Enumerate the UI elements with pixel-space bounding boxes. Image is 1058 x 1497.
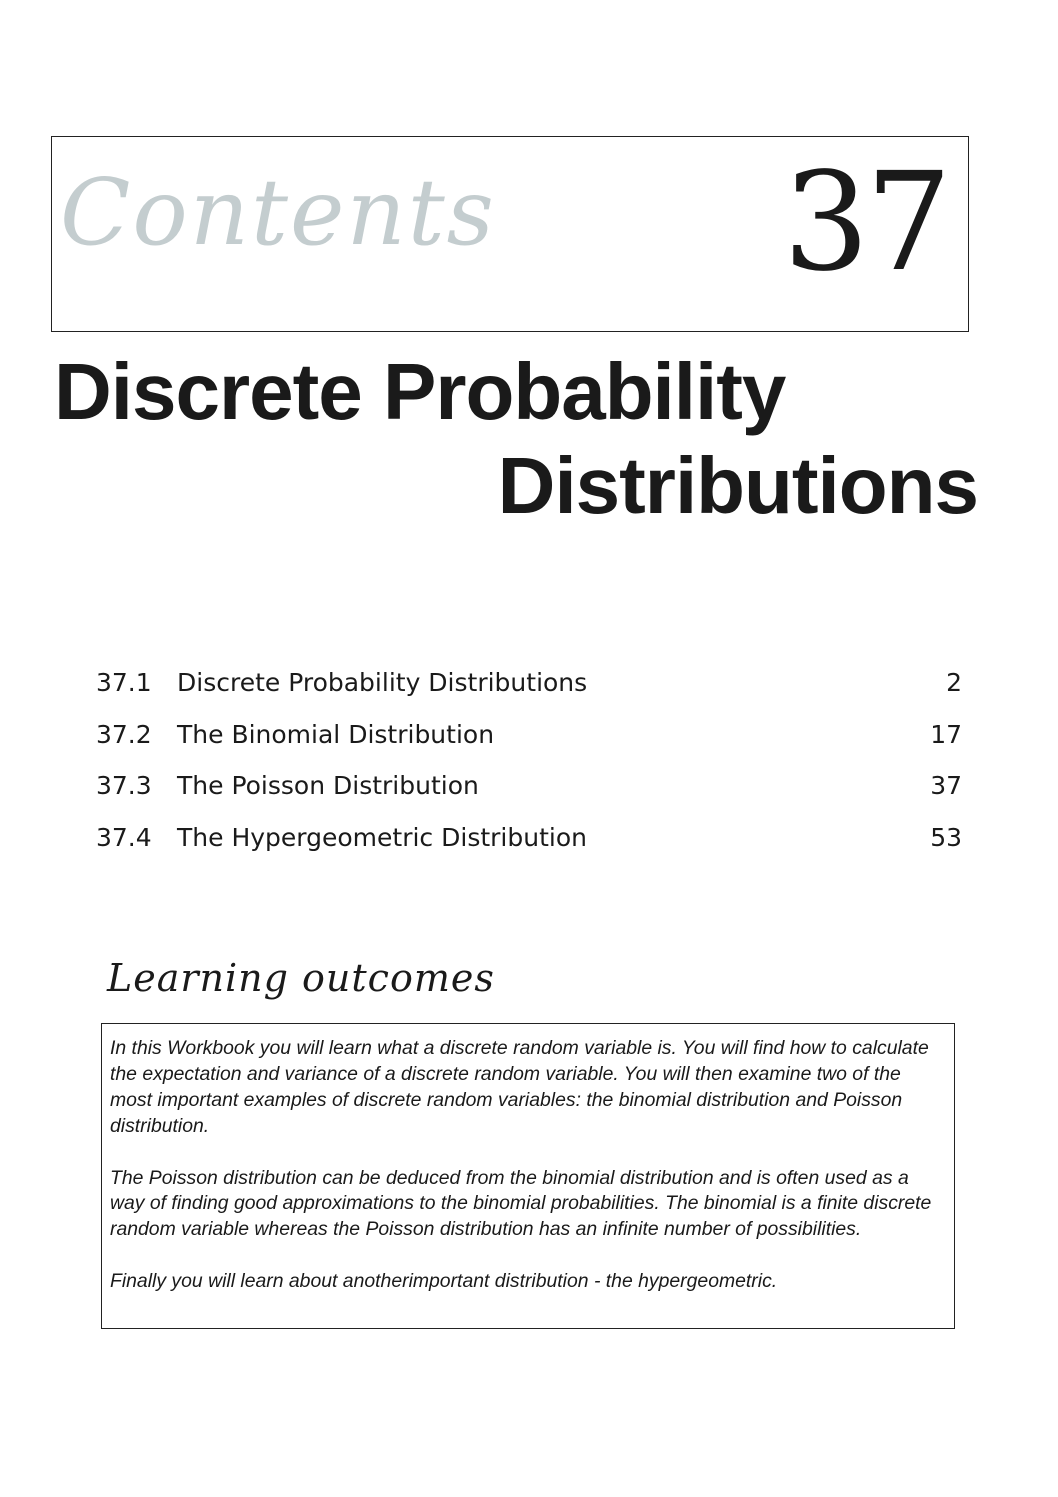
toc-entry[interactable] xyxy=(96,668,962,720)
toc-section-number: 37.2 xyxy=(96,719,152,749)
toc-page-number: 37 xyxy=(930,771,962,800)
chapter-number: 37 xyxy=(782,144,948,302)
toc-section-title: The Binomial Distribution xyxy=(177,719,495,749)
toc-entry[interactable] xyxy=(96,771,962,823)
toc-section-number: 37.1 xyxy=(96,668,152,697)
toc-section-number: 37.3 xyxy=(96,771,152,800)
toc-section-title: The Poisson Distribution xyxy=(177,771,479,800)
table-of-contents xyxy=(96,668,962,874)
toc-page-number: 17 xyxy=(930,719,962,749)
toc-section-title: Discrete Probability Distributions xyxy=(177,668,588,697)
contents-label: Contents xyxy=(60,159,496,266)
toc-section-number: 37.4 xyxy=(96,822,152,852)
toc-entry[interactable] xyxy=(96,823,962,875)
outcomes-paragraph: In this Workbook you will learn what a discrete random variable is. You will find how to calculate the expectation and variance of a discrete random variable. You will then examine two of the most important examples of discrete random variables: the binomial distribution and Poisson distribution. xyxy=(110,1037,929,1137)
outcomes-paragraph: The Poisson distribution can be deduced from the binomial distribution and is often used as a way of finding good approximations to the binomial probabilities. The binomial is a finite discrete random variable whereas the Poisson distribution has an infinite number of possibilities. xyxy=(110,1166,932,1241)
toc-page-number: 2 xyxy=(946,668,962,697)
toc-page-number: 53 xyxy=(930,822,962,852)
chapter-title-line-2: Distributions xyxy=(497,441,978,530)
chapter-title-line-1: Discrete Probability xyxy=(54,347,786,436)
chapter-header-box xyxy=(51,136,969,332)
learning-outcomes-box xyxy=(101,1023,955,1329)
toc-entry[interactable] xyxy=(96,720,962,772)
outcomes-paragraph: Finally you will learn about anotherimportant distribution - the hypergeometric. xyxy=(110,1270,778,1293)
learning-outcomes-heading: Learning outcomes xyxy=(107,956,495,1000)
toc-section-title: The Hypergeometric Distribution xyxy=(177,822,587,852)
